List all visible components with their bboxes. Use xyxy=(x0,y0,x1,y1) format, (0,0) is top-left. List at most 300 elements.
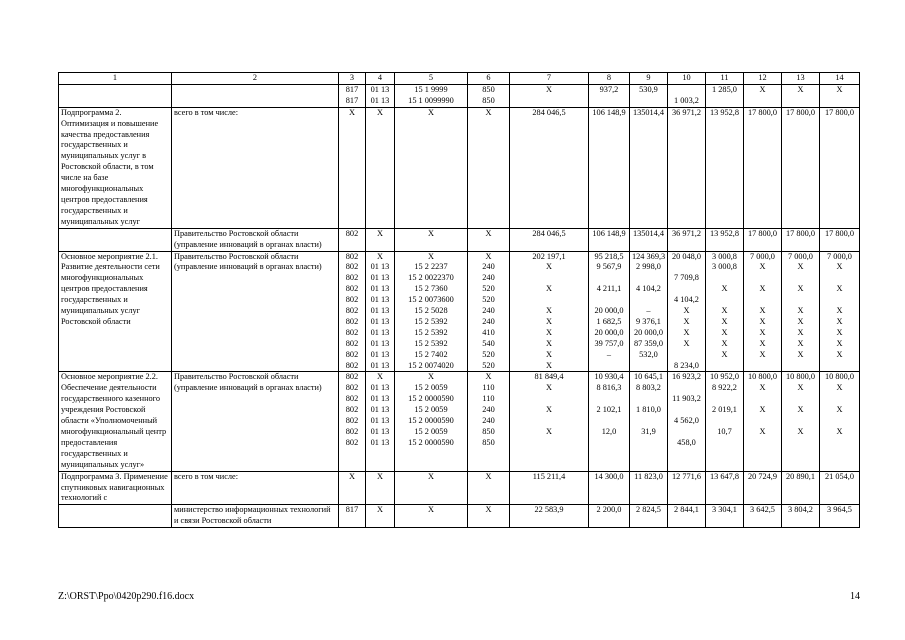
cell-value: 15 2 0073600 xyxy=(408,295,454,305)
cell-value: 7 709,8 xyxy=(674,273,699,283)
cell-value: X xyxy=(836,262,843,272)
cell-value: 12,0 xyxy=(601,426,617,436)
cell-value: 3 000,8 xyxy=(712,251,737,261)
cell-value: 3 804,2 xyxy=(788,505,813,515)
cell-value: 01 13 xyxy=(370,327,390,337)
table-row xyxy=(59,505,860,528)
cell-value: 17 800,0 xyxy=(824,228,855,238)
value-cell xyxy=(630,107,668,228)
cell-value: 01 13 xyxy=(370,427,390,436)
cell-value: 17 800,0 xyxy=(747,107,778,117)
value-cell xyxy=(395,471,468,505)
cell-value: X xyxy=(546,405,552,415)
cell-value: X xyxy=(377,471,383,481)
cell-value: 01 13 xyxy=(370,338,390,348)
cell-value xyxy=(632,438,665,449)
cell-value: 13 647,8 xyxy=(709,471,740,481)
cell-value: X xyxy=(546,327,552,337)
cell-value: 01 13 xyxy=(370,95,390,105)
executor-cell xyxy=(172,84,339,107)
cell-value: X xyxy=(428,228,434,238)
value-cell xyxy=(744,228,782,251)
cell-value: X xyxy=(683,327,690,337)
cell-value xyxy=(632,416,665,427)
cell-value: 17 800,0 xyxy=(824,107,855,117)
cell-value: 20 048,0 xyxy=(671,251,702,261)
cell-value: X xyxy=(759,327,766,337)
cell-value: 13 952,8 xyxy=(709,107,740,117)
cell-value: 4 562,0 xyxy=(674,416,699,426)
cell-value: 410 xyxy=(482,327,495,337)
cell-value: 10 645,1 xyxy=(633,372,664,382)
value-cell xyxy=(510,251,589,372)
cell-value: X xyxy=(797,84,804,94)
cell-value: X xyxy=(759,426,766,436)
cell-value: 36 971,2 xyxy=(671,228,702,238)
header-row xyxy=(59,73,860,85)
cell-value: X xyxy=(721,349,728,359)
value-cell xyxy=(668,107,706,228)
cell-value: X xyxy=(485,372,492,382)
cell-value xyxy=(746,394,779,405)
cell-value: 530,9 xyxy=(639,84,658,94)
cell-value: 3 304,1 xyxy=(712,505,737,515)
value-cell xyxy=(630,372,668,471)
cell-value: 106 148,9 xyxy=(592,107,626,117)
cell-value xyxy=(784,96,817,107)
cell-value: X xyxy=(546,383,552,393)
cell-value: 3 000,8 xyxy=(712,262,737,272)
cell-value: X xyxy=(836,84,843,94)
value-cell xyxy=(820,251,860,372)
cell-value: 802 xyxy=(345,405,359,415)
cell-value: X xyxy=(349,471,355,481)
value-cell xyxy=(339,372,366,471)
cell-value: 12 771,6 xyxy=(671,471,702,481)
file-path: Z:\ORST\Ppo\0420p290.f16.docx xyxy=(58,591,195,602)
cell-value: X xyxy=(759,383,766,393)
cell-value xyxy=(670,427,703,438)
cell-value: X xyxy=(546,338,552,348)
cell-value xyxy=(708,438,741,449)
cell-value: 16 923,2 xyxy=(671,372,702,382)
cell-value: 10 930,4 xyxy=(594,372,624,382)
cell-value xyxy=(746,416,779,427)
cell-value xyxy=(632,273,665,284)
cell-value xyxy=(512,416,586,427)
column-number-1: 1 xyxy=(59,73,172,85)
column-number-11: 11 xyxy=(706,73,744,85)
cell-value: 202 197,1 xyxy=(532,251,566,261)
cell-value: X xyxy=(546,426,552,436)
cell-value: X xyxy=(721,338,728,348)
cell-value xyxy=(632,394,665,405)
value-cell xyxy=(668,228,706,251)
cell-value: 15 2 7402 xyxy=(414,349,448,359)
value-cell xyxy=(589,372,630,471)
value-cell xyxy=(589,107,630,228)
cell-value: 802 xyxy=(345,372,359,382)
value-cell xyxy=(339,228,366,251)
cell-value: 20 000,0 xyxy=(594,327,624,337)
cell-value: X xyxy=(721,306,728,315)
cell-value xyxy=(670,405,703,416)
cell-value: 15 2 2237 xyxy=(414,262,448,272)
cell-value: 17 800,0 xyxy=(785,228,816,238)
cell-value xyxy=(708,96,741,107)
value-cell xyxy=(510,107,589,228)
value-cell xyxy=(468,228,510,251)
cell-value: 81 849,4 xyxy=(534,372,564,382)
column-number-13: 13 xyxy=(782,73,820,85)
cell-value xyxy=(822,416,857,427)
cell-value xyxy=(708,295,741,306)
cell-value: 2 824,5 xyxy=(636,505,661,515)
cell-value: 15 2 0000590 xyxy=(408,437,454,447)
table-row xyxy=(59,107,860,228)
cell-value: 01 13 xyxy=(370,316,390,326)
cell-value: 802 xyxy=(345,262,359,272)
value-cell xyxy=(339,107,366,228)
cell-value xyxy=(670,383,703,394)
cell-value xyxy=(512,96,586,107)
cell-value: 520 xyxy=(482,284,495,294)
cell-value: X xyxy=(485,505,492,515)
cell-value: X xyxy=(797,426,804,436)
value-cell xyxy=(630,228,668,251)
value-cell xyxy=(468,372,510,471)
cell-value: 850 xyxy=(482,427,495,436)
cell-value: 817 xyxy=(345,95,359,105)
page-number: 14 xyxy=(850,591,860,602)
cell-value: 520 xyxy=(482,295,495,305)
value-cell xyxy=(744,84,782,107)
cell-value: 802 xyxy=(345,295,359,305)
table-row xyxy=(59,471,860,505)
cell-value xyxy=(632,295,665,306)
table-row xyxy=(59,84,860,107)
cell-value: 802 xyxy=(345,394,359,404)
cell-value xyxy=(708,273,741,284)
cell-value: X xyxy=(836,383,843,393)
cell-value: X xyxy=(836,327,843,337)
value-cell xyxy=(510,505,589,528)
cell-value: 802 xyxy=(345,327,359,337)
cell-value: 15 2 0022370 xyxy=(408,273,454,283)
cell-value: 135014,4 xyxy=(632,228,665,238)
cell-value: 7 000,0 xyxy=(750,251,775,261)
cell-value: 458,0 xyxy=(677,437,696,447)
program-name-cell: Основное мероприятие 2.1. Развитие деятельности сети многофункциональных центров предоставления государственных и муниципальных услуг Ростовской области xyxy=(59,251,172,372)
cell-value: X xyxy=(836,306,843,315)
value-cell xyxy=(744,471,782,505)
cell-value: X xyxy=(546,284,552,294)
cell-value: X xyxy=(377,372,383,382)
cell-value: 8 922,2 xyxy=(712,383,737,393)
cell-value xyxy=(746,295,779,306)
cell-value: X xyxy=(797,383,804,393)
value-cell xyxy=(395,505,468,528)
cell-value: X xyxy=(836,405,843,415)
value-cell xyxy=(395,251,468,372)
value-cell xyxy=(744,107,782,228)
cell-value: 9 567,9 xyxy=(596,262,622,272)
cell-value: 01 13 xyxy=(370,416,390,426)
value-cell xyxy=(706,372,744,471)
column-number-5: 5 xyxy=(395,73,468,85)
cell-value: 3 964,5 xyxy=(827,505,852,515)
value-cell xyxy=(706,107,744,228)
column-number-6: 6 xyxy=(468,73,510,85)
value-cell xyxy=(589,471,630,505)
cell-value: X xyxy=(759,306,766,315)
cell-value: – xyxy=(606,349,612,359)
cell-value: 95 218,5 xyxy=(594,251,624,261)
cell-value: 802 xyxy=(345,383,359,393)
cell-value: 31,9 xyxy=(641,426,656,436)
value-cell xyxy=(510,84,589,107)
value-cell xyxy=(589,84,630,107)
cell-value: X xyxy=(485,107,492,117)
program-name-cell: Подпрограмма 2. Оптимизация и повышение качества предоставления государственных и муниципальных услуг в Ростовской области, в том числе на базе многофункциональных центров предоставления государственных и муниципальных услуг xyxy=(59,107,172,228)
cell-value: 10 800,0 xyxy=(824,372,855,382)
value-cell xyxy=(820,107,860,228)
cell-value: X xyxy=(377,107,383,117)
cell-value: 13 952,8 xyxy=(709,228,740,238)
value-cell xyxy=(668,84,706,107)
cell-value xyxy=(591,394,627,405)
cell-value: 802 xyxy=(345,316,359,326)
cell-value xyxy=(708,416,741,427)
cell-value xyxy=(822,96,857,107)
cell-value xyxy=(784,295,817,306)
cell-value: X xyxy=(428,471,434,481)
cell-value: X xyxy=(428,372,434,382)
cell-value xyxy=(784,416,817,427)
cell-value: 15 1 9999 xyxy=(414,84,448,94)
cell-value: 11 823,0 xyxy=(634,471,663,481)
cell-value xyxy=(591,96,627,107)
value-cell xyxy=(706,228,744,251)
cell-value: 4 211,1 xyxy=(596,284,622,294)
cell-value: 15 2 0059 xyxy=(414,405,448,415)
cell-value: 20 724,9 xyxy=(747,471,778,481)
cell-value: 240 xyxy=(482,262,495,272)
cell-value: X xyxy=(759,84,766,94)
value-cell xyxy=(820,84,860,107)
column-number-2: 2 xyxy=(172,73,339,85)
cell-value: 14 300,0 xyxy=(594,471,624,481)
cell-value xyxy=(784,273,817,284)
cell-value: 4 104,2 xyxy=(636,284,661,294)
value-cell xyxy=(782,471,820,505)
value-cell xyxy=(468,505,510,528)
cell-value: X xyxy=(797,405,804,415)
cell-value: 15 2 7360 xyxy=(414,284,448,294)
cell-value: X xyxy=(797,306,804,315)
cell-value: X xyxy=(836,349,843,359)
cell-value: 01 13 xyxy=(370,405,390,415)
budget-table xyxy=(58,72,860,528)
value-cell xyxy=(706,84,744,107)
cell-value: X xyxy=(759,316,766,326)
cell-value xyxy=(822,438,857,449)
cell-value: 21 054,0 xyxy=(824,471,855,481)
cell-value: 817 xyxy=(345,84,359,94)
value-cell xyxy=(468,471,510,505)
cell-value: 15 2 0059 xyxy=(414,427,448,436)
cell-value: 20 000,0 xyxy=(633,327,664,337)
cell-value: 9 376,1 xyxy=(636,316,661,326)
cell-value xyxy=(670,262,703,273)
cell-value: 1 003,2 xyxy=(674,95,699,105)
value-cell xyxy=(706,505,744,528)
cell-value: 01 13 xyxy=(370,84,390,94)
cell-value: 1 285,0 xyxy=(712,84,737,94)
value-cell xyxy=(820,372,860,471)
value-cell xyxy=(366,107,395,228)
cell-value: X xyxy=(485,471,492,481)
cell-value xyxy=(822,361,857,372)
cell-value: 2 200,0 xyxy=(596,505,622,515)
executor-cell: Правительство Ростовской области (управление инноваций в органах власти) xyxy=(172,228,339,251)
value-cell xyxy=(630,471,668,505)
cell-value: X xyxy=(797,349,804,359)
value-cell xyxy=(468,84,510,107)
cell-value: X xyxy=(546,262,552,272)
cell-value: 802 xyxy=(345,273,359,283)
cell-value: X xyxy=(428,251,434,261)
cell-value: 8 234,0 xyxy=(674,360,699,370)
cell-value: 2 102,1 xyxy=(596,405,622,415)
value-cell xyxy=(630,84,668,107)
value-cell xyxy=(630,251,668,372)
cell-value: X xyxy=(428,107,434,117)
cell-value xyxy=(670,85,703,96)
cell-value: X xyxy=(836,284,843,294)
cell-value: X xyxy=(546,349,552,359)
cell-value: 802 xyxy=(345,251,359,261)
cell-value xyxy=(512,273,586,284)
cell-value xyxy=(670,284,703,295)
cell-value: 15 2 0000590 xyxy=(408,394,454,404)
cell-value xyxy=(746,96,779,107)
cell-value: X xyxy=(721,327,728,337)
cell-value: 520 xyxy=(482,349,495,359)
cell-value: 240 xyxy=(482,416,495,426)
value-cell xyxy=(395,107,468,228)
cell-value xyxy=(591,438,627,449)
column-number-8: 8 xyxy=(589,73,630,85)
cell-value: 1 682,5 xyxy=(596,316,622,326)
cell-value: 124 369,3 xyxy=(632,251,666,261)
cell-value: 1 810,0 xyxy=(636,405,661,415)
value-cell xyxy=(668,251,706,372)
cell-value xyxy=(822,273,857,284)
cell-value: 817 xyxy=(345,505,359,515)
value-cell xyxy=(668,505,706,528)
cell-value: 01 13 xyxy=(370,273,390,283)
cell-value: 802 xyxy=(345,360,359,370)
cell-value: 01 13 xyxy=(370,394,390,404)
cell-value: 802 xyxy=(345,284,359,294)
cell-value: 15 2 0074020 xyxy=(408,360,454,370)
cell-value: 135014,4 xyxy=(632,107,665,117)
value-cell xyxy=(468,251,510,372)
value-cell xyxy=(706,471,744,505)
column-number-14: 14 xyxy=(820,73,860,85)
cell-value: X xyxy=(721,284,728,294)
value-cell xyxy=(366,228,395,251)
value-cell xyxy=(782,505,820,528)
value-cell xyxy=(706,251,744,372)
cell-value: 7 000,0 xyxy=(827,251,852,261)
executor-cell: Правительство Ростовской области (управление инноваций в органах власти) xyxy=(172,372,339,471)
value-cell xyxy=(339,84,366,107)
cell-value: X xyxy=(721,316,728,326)
cell-value: – xyxy=(646,306,651,315)
cell-value xyxy=(670,350,703,361)
cell-value: X xyxy=(546,84,552,94)
value-cell xyxy=(820,505,860,528)
cell-value: 15 2 5028 xyxy=(414,306,448,316)
cell-value: 802 xyxy=(345,228,359,238)
cell-value: 802 xyxy=(345,437,359,447)
cell-value: 17 800,0 xyxy=(785,107,816,117)
cell-value: X xyxy=(759,405,766,415)
executor-cell: всего в том числе: xyxy=(172,107,339,228)
cell-value: X xyxy=(836,338,843,348)
cell-value xyxy=(746,273,779,284)
cell-value: 115 211,4 xyxy=(532,471,566,481)
value-cell xyxy=(782,228,820,251)
cell-value: 20 000,0 xyxy=(594,306,624,315)
cell-value: 15 2 0000590 xyxy=(408,416,454,426)
cell-value: X xyxy=(485,228,492,238)
value-cell xyxy=(668,372,706,471)
cell-value: X xyxy=(485,251,492,261)
cell-value: 532,0 xyxy=(639,349,658,359)
value-cell xyxy=(510,228,589,251)
value-cell xyxy=(630,505,668,528)
value-cell xyxy=(782,372,820,471)
cell-value: 2 844,1 xyxy=(674,505,699,515)
cell-value: 2 019,1 xyxy=(712,405,737,415)
cell-value: X xyxy=(683,306,690,315)
cell-value xyxy=(512,295,586,306)
cell-value: 15 2 5392 xyxy=(414,316,448,326)
value-cell xyxy=(366,251,395,372)
cell-value xyxy=(708,361,741,372)
cell-value: 110 xyxy=(482,394,495,404)
cell-value: 20 890,1 xyxy=(785,471,816,481)
value-cell xyxy=(395,84,468,107)
cell-value: 802 xyxy=(345,306,359,316)
value-cell xyxy=(510,471,589,505)
cell-value xyxy=(822,295,857,306)
cell-value: X xyxy=(546,306,552,315)
cell-value xyxy=(591,416,627,427)
cell-value: 802 xyxy=(345,349,359,359)
value-cell xyxy=(510,372,589,471)
cell-value xyxy=(784,361,817,372)
cell-value xyxy=(632,96,665,107)
cell-value: 36 971,2 xyxy=(671,107,702,117)
cell-value: 240 xyxy=(482,405,495,415)
cell-value xyxy=(591,361,627,372)
cell-value: 01 13 xyxy=(370,262,390,272)
cell-value: 850 xyxy=(482,437,495,447)
